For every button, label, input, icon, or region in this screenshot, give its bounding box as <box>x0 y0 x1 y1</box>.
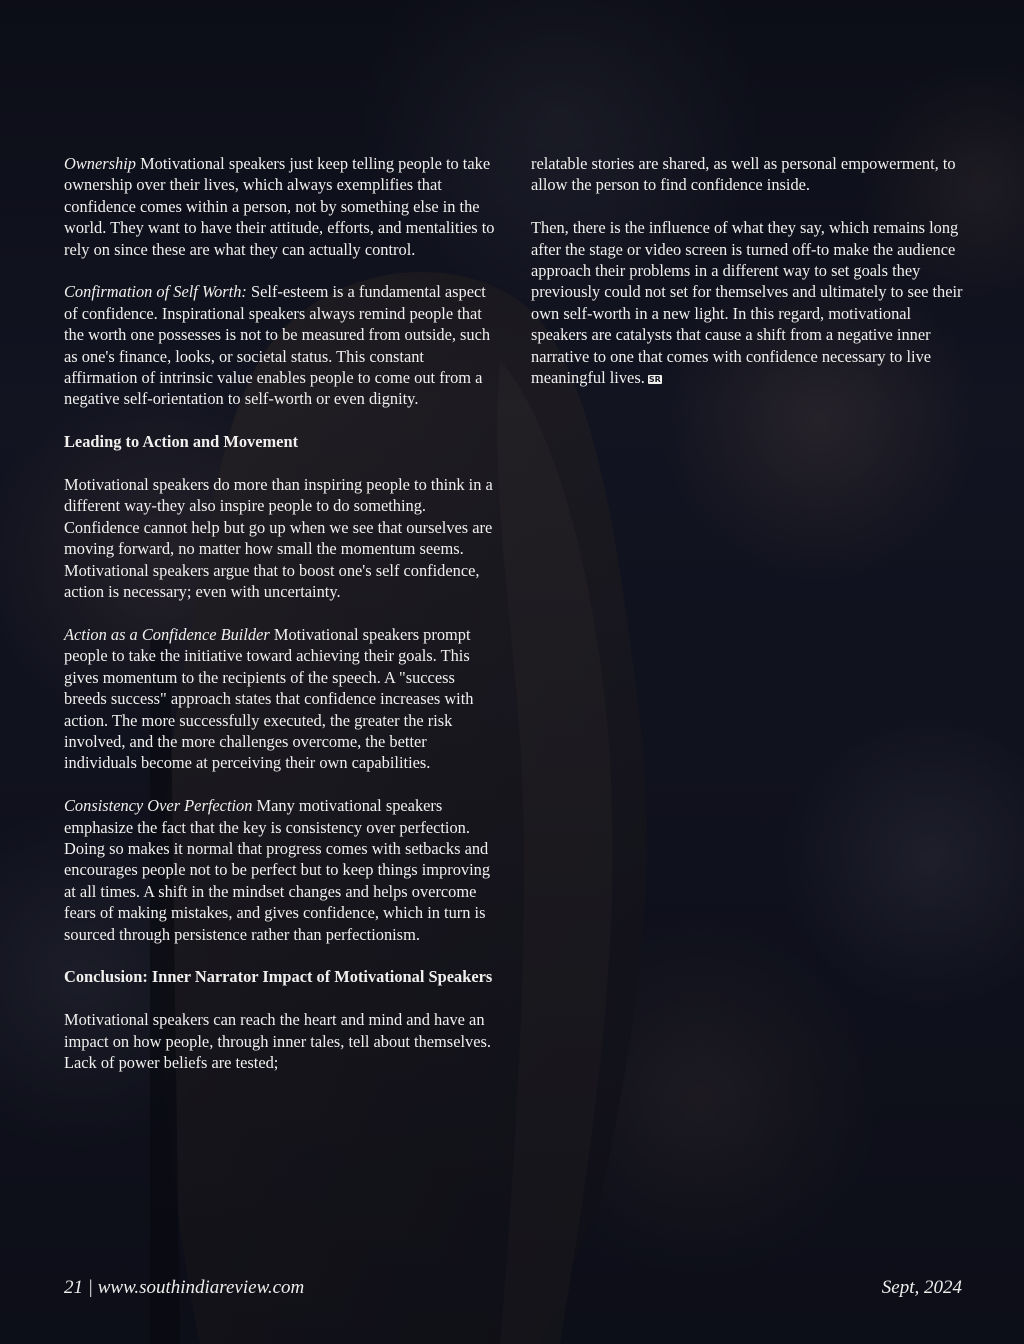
influence-body: Then, there is the influence of what they say, which remains long after the stage or video screen is turned off-to make the audience approach their problems in a different way to set goals they previously could not set for themselves and ultimately to see their own self-worth in a new light. In this regard, motivational speakers are catalysts that cause a shift from a negative inner narrative to one that comes with confidence necessary to live meaningful lives. <box>531 218 963 388</box>
ownership-paragraph <box>64 153 496 260</box>
ownership-body: Motivational speakers just keep telling people to take ownership over their lives, which always exemplifies that confidence comes within a person, not by something else in the world. They want to have their attitude, efforts, and mentalities to rely on since these are what they can actually control. <box>64 154 495 259</box>
influence-paragraph <box>531 217 963 388</box>
left-column <box>64 153 496 1073</box>
footer-page-info: 21 | www.southindiareview.com <box>64 1277 305 1298</box>
section-heading-conclusion: Conclusion: Inner Narrator Impact of Motivational Speakers <box>64 967 493 987</box>
confidence-builder-paragraph <box>64 624 496 774</box>
self-worth-body: Self-esteem is a fundamental aspect of confidence. Inspirational speakers always remind people that the worth one possesses is not to be measured from outside, such as one's finance, looks, or societal status. This constant affirmation of intrinsic value enables people to come out from a negative self-orientation to self-worth or even dignity. <box>64 282 491 409</box>
consistency-label: Consistency Over Perfection <box>64 796 253 816</box>
self-worth-paragraph <box>64 281 496 409</box>
action-intro-paragraph: Motivational speakers do more than inspiring people to think in a different way-they also inspire people to do something. Confidence cannot help but go up when we see that ourselves are moving forward, no matter how small the momentum seems. Motivational speakers argue that to boost one's self confidence, action is necessary; even with uncertainty. <box>64 475 493 602</box>
consistency-paragraph <box>64 795 496 945</box>
footer-date: Sept, 2024 <box>881 1277 962 1298</box>
conclusion-paragraph: Motivational speakers can reach the heart and mind and have an impact on how people, through inner tales, tell about themselves. Lack of power beliefs are tested; <box>64 1010 491 1072</box>
self-worth-label: Confirmation of Self Worth: <box>64 282 247 302</box>
confidence-builder-body: Motivational speakers prompt people to take the initiative toward achieving their goals. This gives momentum to the recipients of the speech. A "success breeds success" approach states that confidence increases with action. The more successfully executed, the greater the risk involved, and the more challenges overcome, the better individuals become at perceiving their own capabilities. <box>64 624 474 773</box>
section-heading-action: Leading to Action and Movement <box>64 432 299 452</box>
end-mark-logo: SR <box>648 375 661 385</box>
confidence-builder-label: Action as a Confidence Builder <box>64 624 270 644</box>
consistency-body: Many motivational speakers emphasize the fact that the key is consistency over perfection. Doing so makes it normal that progress comes with setbacks and encourages people not to be perfect but to keep things improving at all times. A shift in the mindset changes and helps overcome fears of making mistakes, and gives confidence, which in turn is sourced through persistence rather than perfectionism. <box>64 796 491 944</box>
ownership-label: Ownership <box>64 154 136 173</box>
stories-paragraph: relatable stories are shared, as well as personal empowerment, to allow the person to find confidence inside. <box>531 154 956 195</box>
right-column <box>531 153 963 388</box>
